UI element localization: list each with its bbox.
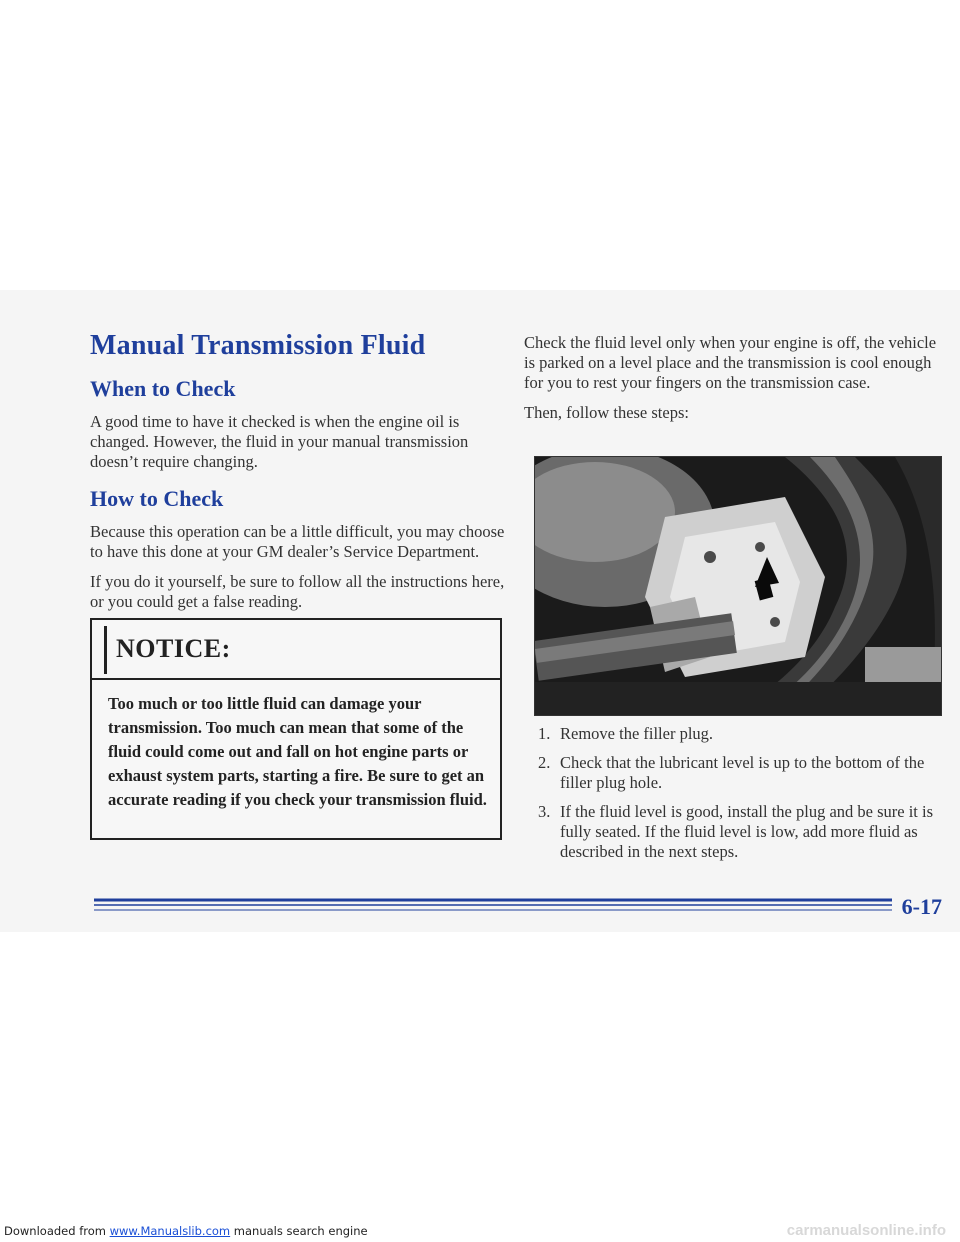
notice-bar xyxy=(104,626,107,674)
transmission-photo-illustration xyxy=(535,457,942,716)
notice-box xyxy=(90,618,502,840)
how-to-check-heading: How to Check xyxy=(90,486,224,511)
step-number: 3. xyxy=(538,802,551,821)
footer-prefix: Downloaded from xyxy=(4,1224,110,1238)
step-item xyxy=(524,753,944,793)
how-to-check-paragraph-2: If you do it yourself, be sure to follow all the instructions here, or you could get a false reading. xyxy=(90,572,505,611)
how-to-check-paragraph-1: Because this operation can be a little difficult, you may choose to have this done at your GM dealer’s Service Department. xyxy=(90,522,505,561)
watermark-text: carmanualsonline.info xyxy=(786,1222,946,1239)
step-text: Check that the lubricant level is up to the bottom of the filler plug hole. xyxy=(560,753,925,792)
page-title: Manual Transmission Fluid xyxy=(90,330,426,361)
check-intro-text: Check the fluid level only when your engine is off, the vehicle is parked on a level place and the transmission is cool enough for you to rest your fingers on the transmission case. xyxy=(524,333,937,392)
step-item xyxy=(524,802,944,862)
rule-lines xyxy=(0,886,960,926)
step-number: 1. xyxy=(538,724,551,743)
left-column xyxy=(90,330,510,612)
when-to-check-text: A good time to have it checked is when the engine oil is changed. However, the fluid in your manual transmission doesn’t require changing. xyxy=(90,412,469,471)
notice-label: NOTICE: xyxy=(116,634,231,663)
step-text: If the fluid level is good, install the plug and be sure it is fully seated. If the fluid level is low, add more fluid as described in the next steps. xyxy=(560,802,934,861)
follow-steps-text: Then, follow these steps: xyxy=(524,403,689,422)
when-to-check-heading: When to Check xyxy=(90,376,236,401)
page-rule xyxy=(0,886,960,926)
notice-header xyxy=(92,620,500,680)
page-number: 6-17 xyxy=(901,894,942,919)
transmission-filler-plug-photo xyxy=(534,456,942,716)
manualslib-link[interactable]: www.Manualslib.com xyxy=(109,1224,231,1238)
download-footer xyxy=(4,1224,368,1238)
step-number: 2. xyxy=(538,753,551,772)
step-text: Remove the filler plug. xyxy=(560,724,714,743)
footer-suffix: manuals search engine xyxy=(230,1224,368,1238)
right-column xyxy=(524,333,944,423)
notice-text: Too much or too little fluid can damage your transmission. Too much can mean that some of the fluid could come out and fall on hot engine parts or exhaust system parts, starting a fire. Be sure to get an accurate reading if you check your transmission fluid. xyxy=(108,694,487,809)
steps-list xyxy=(524,724,944,871)
step-item xyxy=(524,724,944,744)
